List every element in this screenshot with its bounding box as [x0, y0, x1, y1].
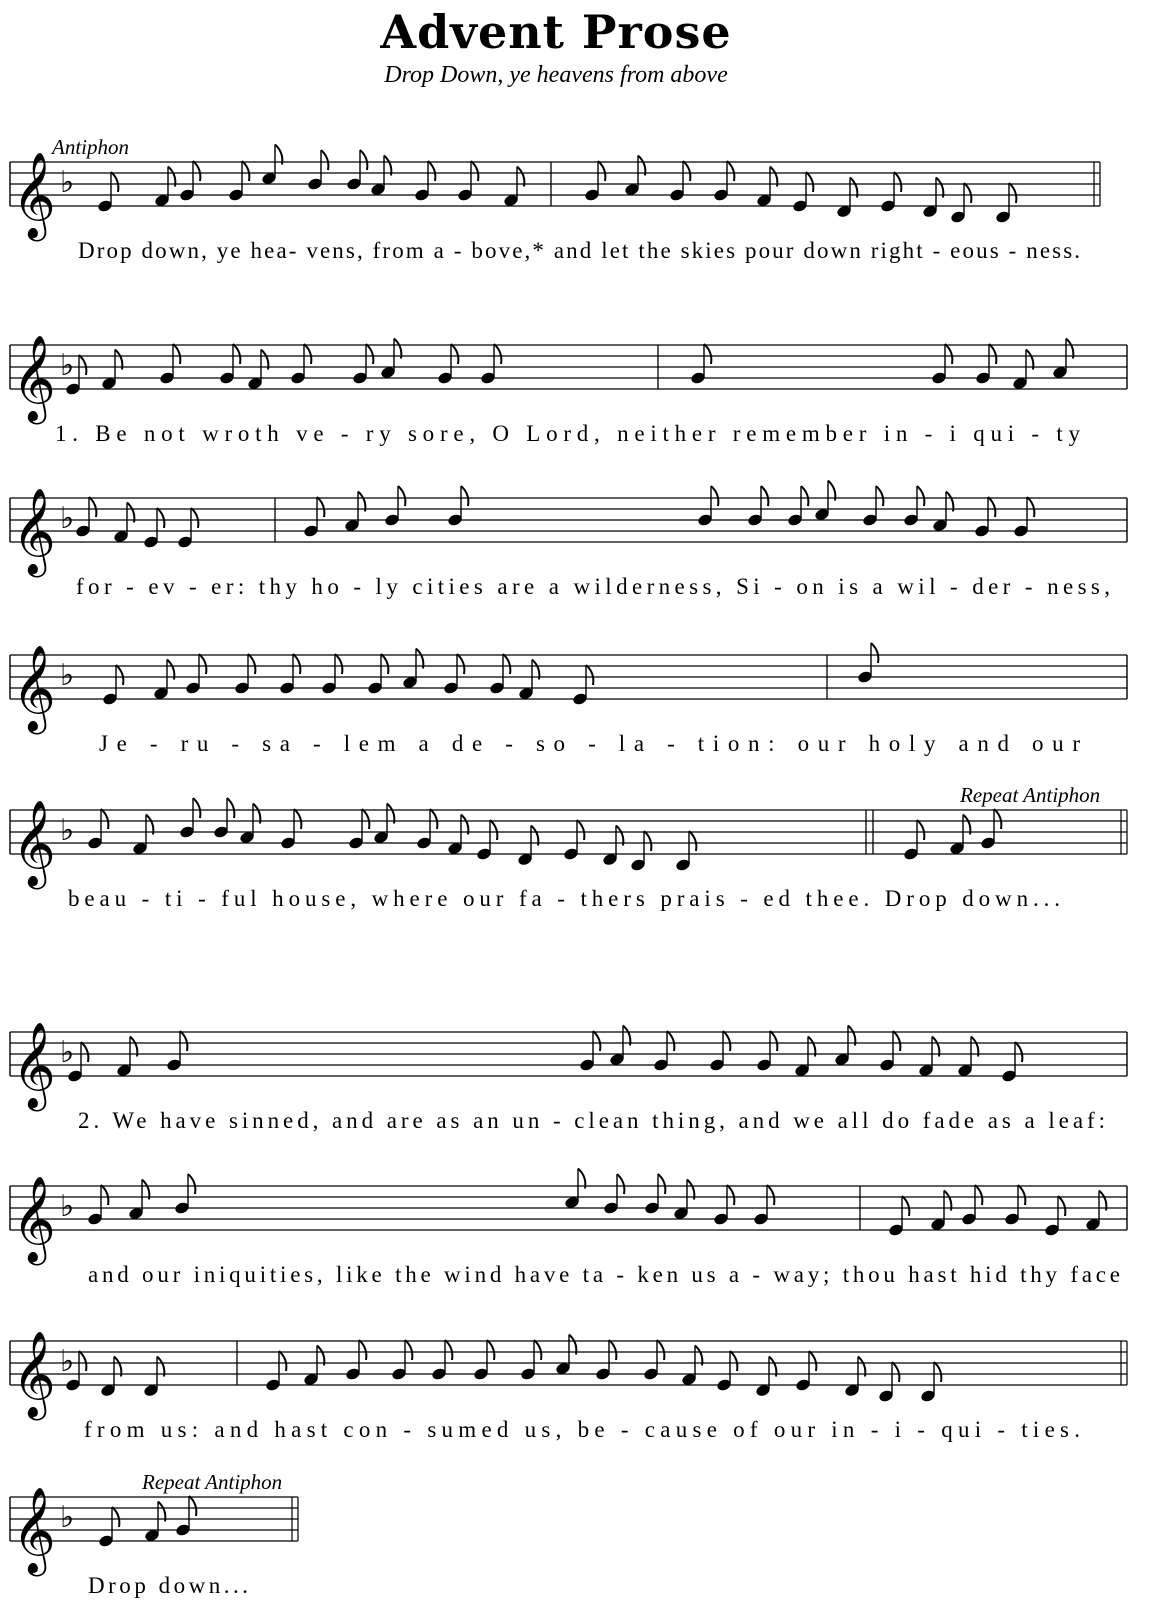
treble-clef-icon: 𝄞 [12, 1176, 56, 1262]
note-flag [767, 1185, 774, 1205]
note-flag [893, 1031, 900, 1051]
note-flag [683, 161, 690, 181]
note-flag [381, 654, 388, 674]
staff-system [10, 643, 1127, 756]
note-flag [657, 1340, 664, 1360]
treble-clef-icon: 𝄞 [12, 1487, 56, 1573]
note-flag [658, 1174, 665, 1194]
note-flag [360, 150, 367, 170]
note-flag [689, 831, 696, 851]
staff-system [10, 481, 1127, 600]
treble-clef-icon: 𝄞 [12, 800, 56, 886]
note-flag [644, 831, 651, 851]
note-flag [279, 1351, 286, 1371]
lyric-line: 2. We have sinned, and are as an un - clean thing, and we all do fade as a leaf: [78, 1108, 1105, 1133]
note-flag [809, 1351, 816, 1371]
note-flag [335, 654, 342, 674]
flat-key-signature-icon: ♭ [60, 1344, 75, 1379]
flat-key-signature-icon: ♭ [60, 348, 75, 383]
note-flag [994, 809, 1001, 829]
staff-system [10, 1470, 298, 1598]
note-flag [975, 1185, 982, 1205]
note-flag [430, 809, 437, 829]
note-flag [593, 1031, 600, 1051]
note-flag [227, 798, 234, 818]
note-flag [451, 344, 458, 364]
note-flag [934, 1362, 941, 1382]
note-flag [248, 654, 255, 674]
note-flag [1009, 183, 1016, 203]
staff-direction: Repeat Antiphon [960, 783, 1101, 807]
note-flag [876, 486, 883, 506]
note-flag [199, 654, 206, 674]
note-flag [79, 1351, 86, 1371]
note-flag [445, 1340, 452, 1360]
note-flag [304, 344, 311, 364]
note-flag [894, 172, 901, 192]
note-flag [487, 1340, 494, 1360]
note-flag [89, 497, 96, 517]
note-flag [398, 486, 405, 506]
note-flag [111, 172, 118, 192]
lyric-line: Drop down, ye hea- vens, from a - bove,* and let the skies pour down right - eous - ness. [78, 238, 1080, 263]
flat-key-signature-icon: ♭ [60, 813, 75, 848]
note-flag [598, 161, 605, 181]
lyric-line: Je - ru - sa - lem a de - so - la - tion: our holy and our [99, 731, 1081, 756]
note-flag [173, 344, 180, 364]
note-flag [806, 172, 813, 192]
note-flag [711, 486, 718, 506]
note-flag [503, 654, 510, 674]
note-flag [1015, 1042, 1022, 1062]
note-flag [704, 344, 711, 364]
note-flag [81, 1042, 88, 1062]
note-flag [193, 161, 200, 181]
note-flag [317, 497, 324, 517]
page-subtitle: Drop Down, ye heavens from above [384, 62, 728, 88]
note-flag [988, 497, 995, 517]
note-flag [801, 486, 808, 506]
note-flag [359, 1340, 366, 1360]
note-flag [586, 665, 593, 685]
staff-system [10, 1022, 1127, 1133]
note-flag [101, 809, 108, 829]
note-flag [101, 1185, 108, 1205]
treble-clef-icon: 𝄞 [12, 645, 56, 731]
lyric-line: 1. Be not wroth ve - ry sore, O Lord, neither remember in - i qui - ty [55, 421, 1081, 446]
note-flag [457, 654, 464, 674]
flat-key-signature-icon: ♭ [60, 165, 75, 200]
treble-clef-icon: 𝄞 [12, 335, 56, 421]
note-flag [242, 161, 249, 181]
staff-system [10, 783, 1127, 911]
lyric-line: Drop down... [88, 1573, 248, 1598]
note-flag [112, 1507, 119, 1527]
flat-key-signature-icon: ♭ [60, 1189, 75, 1224]
staff-direction: Repeat Antiphon [142, 1470, 283, 1494]
note-flag [730, 1351, 737, 1371]
note-flag [1018, 1185, 1025, 1205]
staff-system [10, 335, 1127, 446]
note-flag [964, 183, 971, 203]
note-flag [490, 820, 497, 840]
note-flag [723, 1031, 730, 1051]
note-flag [1027, 497, 1034, 517]
note-flag [945, 344, 952, 364]
note-flag [294, 809, 301, 829]
staff-system [10, 1331, 1127, 1442]
note-flag [428, 161, 435, 181]
note-flag [727, 1185, 734, 1205]
staff-system [10, 1169, 1127, 1288]
note-flag [892, 1362, 899, 1382]
note-flag [191, 508, 198, 528]
note-flag [577, 820, 584, 840]
note-flag [902, 1196, 909, 1216]
note-flag [917, 486, 924, 506]
note-flag [362, 809, 369, 829]
treble-clef-icon: 𝄞 [12, 488, 56, 574]
staff-direction: Antiphon [52, 135, 129, 159]
note-flag [189, 1496, 196, 1516]
lyric-line: and our iniquities, like the wind have ta - ken us a - way; thou hast hid thy face [88, 1262, 1120, 1287]
note-flag [727, 161, 734, 181]
lyric-line: from us: and hast con - sumed us, be - cause of our in - i - qui - ties. [84, 1417, 1080, 1442]
lyric-line: beau - ti - ful house, where our fa - thers prais - ed thee. Drop down... [68, 886, 1061, 911]
treble-clef-icon: 𝄞 [12, 152, 56, 238]
note-flag [321, 150, 328, 170]
treble-clef-icon: 𝄞 [12, 1331, 56, 1417]
treble-clef-icon: 𝄞 [12, 1022, 56, 1108]
note-flag [366, 344, 373, 364]
note-flag [917, 820, 924, 840]
note-flag [461, 486, 468, 506]
flat-key-signature-icon: ♭ [60, 1500, 75, 1535]
note-flag [989, 344, 996, 364]
note-flag [617, 1174, 624, 1194]
note-flag [180, 1031, 187, 1051]
note-flag [494, 344, 501, 364]
flat-key-signature-icon: ♭ [60, 658, 75, 693]
note-flag [157, 508, 164, 528]
note-flag [667, 1031, 674, 1051]
note-flag [233, 344, 240, 364]
staff-system [10, 135, 1100, 263]
note-flag [609, 1340, 616, 1360]
note-flag [193, 798, 200, 818]
note-flag [79, 355, 86, 375]
note-flag [534, 1340, 541, 1360]
note-flag [293, 654, 300, 674]
note-flag [471, 161, 478, 181]
note-flag [1058, 1196, 1065, 1216]
note-flag [770, 1031, 777, 1051]
page-title: Advent Prose [380, 5, 732, 59]
flat-key-signature-icon: ♭ [60, 501, 75, 536]
note-flag [188, 1174, 195, 1194]
note-flag [871, 643, 878, 663]
note-flag [405, 1340, 412, 1360]
flat-key-signature-icon: ♭ [60, 1035, 75, 1070]
lyric-line: for - ev - er: thy ho - ly cities are a wilderness, Si - on is a wil - der - ness, [76, 574, 1110, 599]
note-flag [761, 486, 768, 506]
note-flag [116, 665, 123, 685]
